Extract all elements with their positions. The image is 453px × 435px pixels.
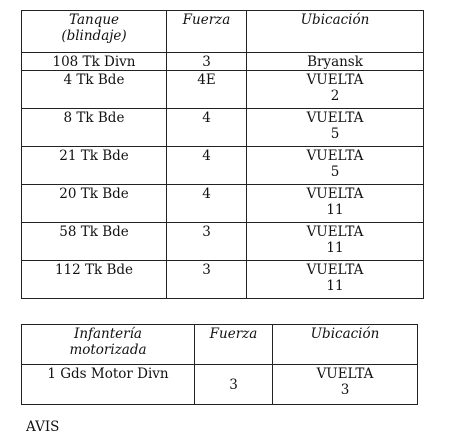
location-number: 2 bbox=[330, 88, 340, 104]
location-line: VUELTA bbox=[316, 366, 374, 382]
table-row bbox=[22, 147, 424, 185]
location-number: 11 bbox=[326, 240, 344, 256]
location-number: 11 bbox=[326, 278, 344, 294]
unit-cell: 112 Tk Bde bbox=[22, 261, 167, 299]
location-number: 11 bbox=[326, 202, 344, 218]
table-row bbox=[22, 261, 424, 299]
strength-cell: 3 bbox=[167, 261, 247, 299]
location-cell bbox=[247, 185, 424, 223]
unit-cell: 20 Tk Bde bbox=[22, 185, 167, 223]
header-tank-line1: Tanque bbox=[68, 12, 120, 28]
strength-cell: 4E bbox=[167, 71, 247, 109]
location-line: VUELTA bbox=[306, 148, 364, 164]
location-cell bbox=[273, 365, 418, 405]
header-tank bbox=[22, 11, 167, 53]
location-cell bbox=[247, 71, 424, 109]
unit-cell: 1 Gds Motor Divn bbox=[22, 365, 195, 405]
location-cell: Bryansk bbox=[247, 53, 424, 71]
location-number: 5 bbox=[330, 164, 340, 180]
location-line: VUELTA bbox=[306, 262, 364, 278]
unit-cell: 4 Tk Bde bbox=[22, 71, 167, 109]
location-line: VUELTA bbox=[306, 186, 364, 202]
location-line: VUELTA bbox=[306, 72, 364, 88]
strength-cell: 3 bbox=[167, 53, 247, 71]
table-row bbox=[22, 71, 424, 109]
strength-cell: 4 bbox=[167, 185, 247, 223]
location-cell bbox=[247, 109, 424, 147]
table-row bbox=[22, 185, 424, 223]
table-header-row bbox=[22, 11, 424, 53]
strength-cell: 4 bbox=[167, 109, 247, 147]
location-number: 5 bbox=[330, 126, 340, 142]
header-location: Ubicación bbox=[273, 325, 418, 365]
header-strength: Fuerza bbox=[195, 325, 273, 365]
header-infantry-line2: motorizada bbox=[69, 342, 147, 358]
unit-cell: 21 Tk Bde bbox=[22, 147, 167, 185]
header-strength: Fuerza bbox=[167, 11, 247, 53]
table-header-row bbox=[22, 325, 418, 365]
infantry-table bbox=[21, 324, 418, 405]
strength-cell: 3 bbox=[195, 365, 273, 405]
strength-cell: 4 bbox=[167, 147, 247, 185]
unit-cell: 58 Tk Bde bbox=[22, 223, 167, 261]
location-line: VUELTA bbox=[306, 224, 364, 240]
location-number: 3 bbox=[340, 382, 350, 398]
location-line: VUELTA bbox=[306, 110, 364, 126]
trailing-text: AVIS bbox=[26, 419, 60, 435]
table-row bbox=[22, 53, 424, 71]
unit-cell: 8 Tk Bde bbox=[22, 109, 167, 147]
header-tank-line2: (blindaje) bbox=[61, 28, 127, 44]
location-cell bbox=[247, 223, 424, 261]
header-location: Ubicación bbox=[247, 11, 424, 53]
table-row bbox=[22, 223, 424, 261]
location-cell bbox=[247, 147, 424, 185]
table-row bbox=[22, 365, 418, 405]
header-infantry bbox=[22, 325, 195, 365]
header-infantry-line1: Infantería bbox=[73, 326, 142, 342]
table-row bbox=[22, 109, 424, 147]
tank-table bbox=[21, 10, 424, 299]
location-cell bbox=[247, 261, 424, 299]
strength-cell: 3 bbox=[167, 223, 247, 261]
unit-cell: 108 Tk Divn bbox=[22, 53, 167, 71]
